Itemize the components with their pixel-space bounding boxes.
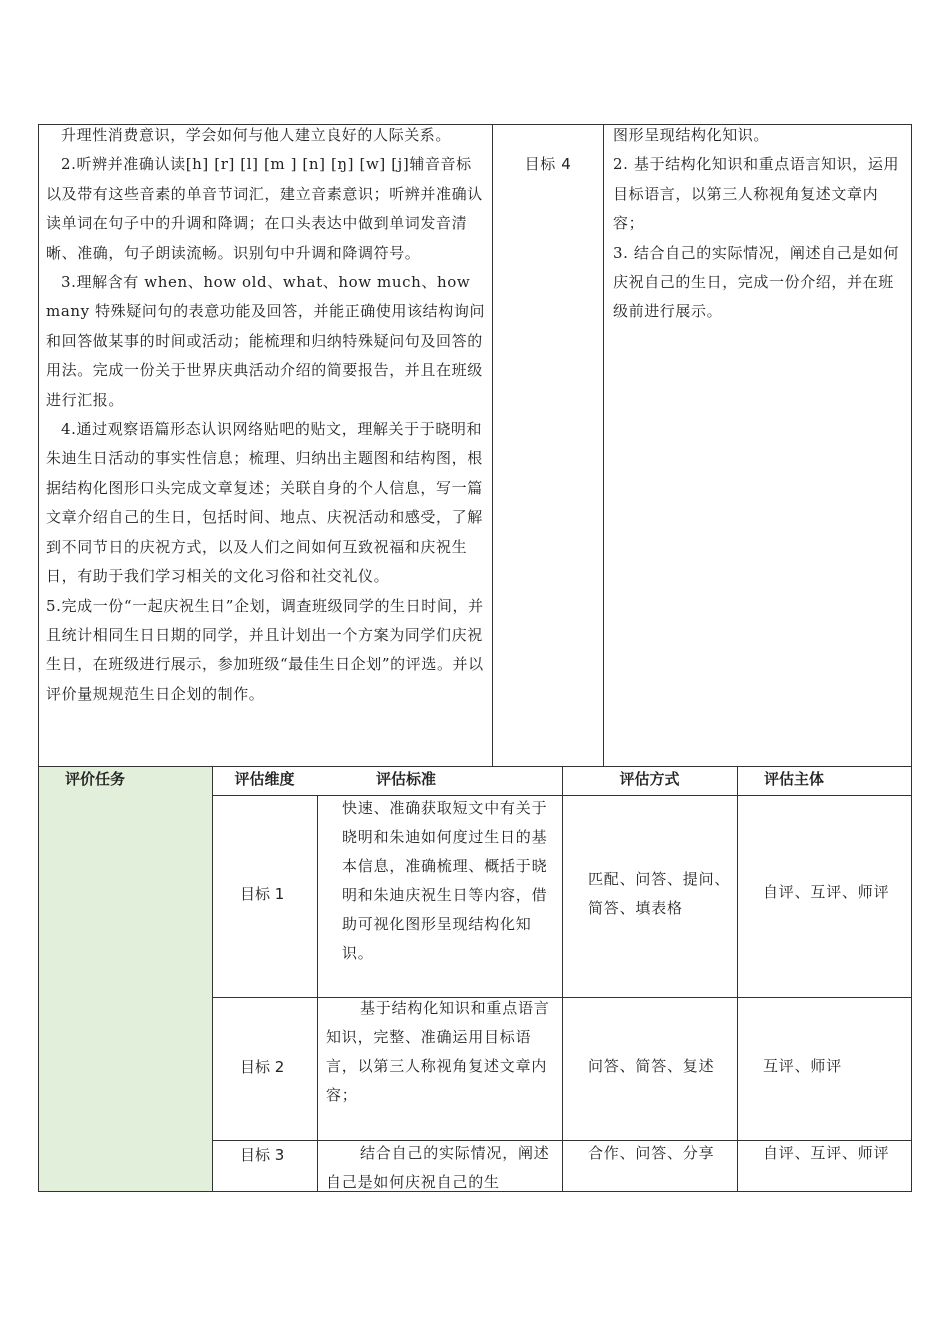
row-subject: 自评、互评、师评 bbox=[763, 883, 890, 901]
row-subject: 互评、师评 bbox=[763, 1057, 843, 1075]
goal-label: 目标 4 bbox=[524, 155, 572, 173]
divider bbox=[737, 766, 738, 1192]
divider bbox=[212, 766, 213, 1192]
row-dimension: 目标 1 bbox=[240, 885, 285, 903]
goal-paragraph: 图形呈现结构化知识。 bbox=[613, 126, 770, 144]
row-dimension: 目标 2 bbox=[240, 1058, 285, 1076]
goal-paragraph: 3. 结合自己的实际情况，阐述自己是如何庆祝自己的生日，完成一份介绍，并在班级前进行展示。 bbox=[613, 243, 900, 321]
objective-paragraph: 2.听辨并准确认读[h] [r] [l] [m ] [n] [ŋ] [w] [j]辅音音标以及带有这些音素的单音节词汇，建立音素意识；听辨并准确认读单词在句子中的升调和降调；在口头表达中做到单词发音清晰、准确，句子朗读流畅。识别句中升调和降调符号。 bbox=[46, 155, 483, 262]
row-standard bbox=[326, 1139, 556, 1197]
row-dimension: 目标 3 bbox=[240, 1146, 285, 1164]
divider bbox=[317, 795, 318, 1192]
divider bbox=[212, 795, 912, 796]
divider bbox=[562, 766, 563, 1192]
row-standard-text: 基于结构化知识和重点语言知识，完整、准确运用目标语言，以第三人称视角复述文章内容； bbox=[326, 999, 550, 1104]
row-standard-text: 结合自己的实际情况，阐述自己是如何庆祝自己的生 bbox=[326, 1144, 550, 1191]
objectives-text bbox=[46, 121, 486, 709]
row-method: 匹配、问答、提问、简答、填表格 bbox=[588, 870, 731, 917]
divider bbox=[492, 124, 493, 767]
divider bbox=[212, 997, 912, 998]
header-method: 评估方式 bbox=[619, 770, 680, 788]
row-subject: 自评、互评、师评 bbox=[763, 1144, 890, 1162]
objective-paragraph: 4.通过观察语篇形态认识网络贴吧的贴文，理解关于于晓明和朱迪生日活动的事实性信息；梳理、归纳出主题图和结构图，根据结构化图形口头完成文章复述；关联自身的个人信息，写一篇文章介绍自己的生日，包括时间、地点、庆祝活动和感受，了解到不同节日的庆祝方式，以及人们之间如何互致祝福和庆祝生日，有助于我们学习相关的文化习俗和社交礼仪。 bbox=[46, 420, 483, 586]
header-subject: 评估主体 bbox=[764, 770, 825, 788]
objective-paragraph: 3.理解含有 when、how old、what、how much、how many 特殊疑问句的表意功能及回答，并能正确使用该结构询问和回答做某事的时间或活动；能梳理和归纳特殊疑问句及回答的用法。完成一份关于世界庆典活动介绍的简要报告，并且在班级进行汇报。 bbox=[46, 273, 486, 409]
row-standard bbox=[326, 994, 556, 1110]
goal-paragraph: 2. 基于结构化知识和重点语言知识，运用目标语言，以第三人称视角复述文章内容； bbox=[613, 155, 900, 233]
row-method: 合作、问答、分享 bbox=[588, 1144, 715, 1162]
divider bbox=[603, 124, 604, 767]
header-standard: 评估标准 bbox=[376, 770, 437, 788]
evaluation-task-label: 评价任务 bbox=[65, 770, 126, 788]
objective-paragraph: 5.完成一份“一起庆祝生日”企划，调查班级同学的生日时间，并且统计相同生日日期的同学，并且计划出一个方案为同学们庆祝生日，在班级进行展示，参加班级“最佳生日企划”的评选。并以评价量规规范生日企划的制作。 bbox=[46, 596, 484, 703]
goal-4-text bbox=[613, 121, 905, 327]
row-standard-text: 快速、准确获取短文中有关于晓明和朱迪如何度过生日的基本信息，准确梳理、概括于晓明和朱迪庆祝生日等内容，借助可视化图形呈现结构化知识。 bbox=[342, 799, 548, 962]
objective-paragraph: 升理性消费意识，学会如何与他人建立良好的人际关系。 bbox=[61, 126, 452, 144]
row-method: 问答、简答、复述 bbox=[588, 1057, 715, 1075]
row-standard bbox=[342, 794, 556, 968]
header-dimension: 评估维度 bbox=[234, 770, 295, 788]
